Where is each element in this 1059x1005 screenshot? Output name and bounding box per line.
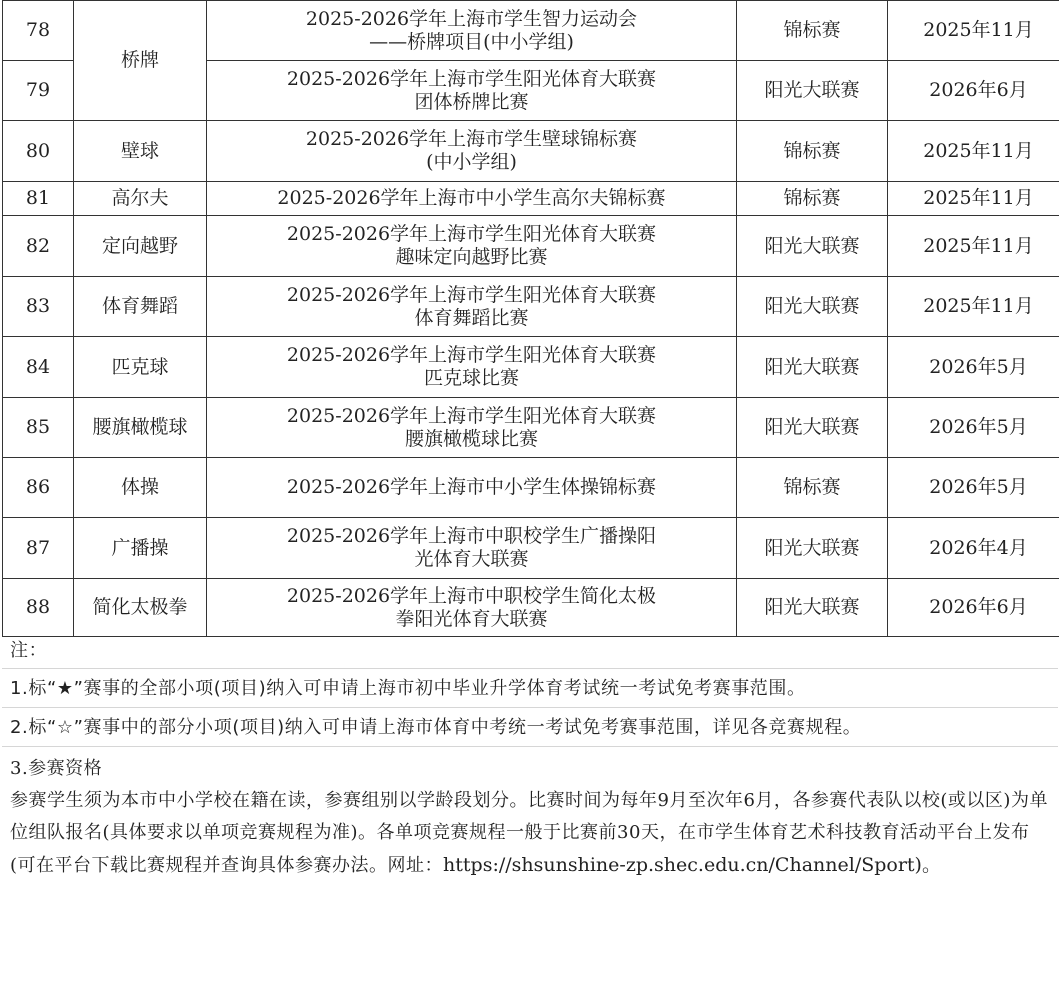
event-name [207,182,737,216]
table-row [3,337,1059,398]
event-type: 锦标赛 [737,121,888,182]
event-date: 2025年11月 [888,121,1059,182]
event-name [207,337,737,398]
event-name [207,458,737,518]
sport-name: 腰旗橄榄球 [74,398,207,458]
row-number: 88 [3,579,74,637]
events-table [2,0,1059,637]
event-name-line: 团体桥牌比赛 [414,90,529,113]
row-number: 85 [3,398,74,458]
sport-name: 匹克球 [74,337,207,398]
event-name-line: 2025-2026学年上海市学生阳光体育大联赛 [286,223,657,245]
table-row [3,458,1059,518]
event-name-line: 2025-2026学年上海市中职校学生简化太极 [286,584,657,607]
event-type: 阳光大联赛 [737,579,888,637]
row-number: 80 [3,121,74,182]
event-type: 阳光大联赛 [737,337,888,398]
event-name [207,1,737,61]
event-date: 2026年6月 [888,61,1059,121]
event-date: 2026年5月 [888,398,1059,458]
table-row [3,277,1059,337]
sport-name: 简化太极拳 [74,579,207,637]
row-number: 79 [3,61,74,121]
note-1: 1.标“★”赛事的全部小项(项目)纳入可申请上海市初中毕业升学体育考试统一考试免考赛事范围。 [2,669,1058,708]
table-row [3,518,1059,579]
event-date: 2025年11月 [888,216,1059,277]
event-name [207,579,737,637]
sport-name: 体育舞蹈 [74,277,207,337]
table-row [3,398,1059,458]
event-name-line: 2025-2026学年上海市学生壁球锦标赛 [305,128,638,150]
event-name-line: ——桥牌项目(中小学组) [369,30,574,53]
event-type: 锦标赛 [737,1,888,61]
event-name [207,518,737,579]
event-name-line: 2025-2026学年上海市学生阳光体育大联赛 [286,404,657,427]
sport-name: 体操 [74,458,207,518]
event-name-line: 拳阳光体育大联赛 [395,607,548,630]
note-3 [2,747,1058,882]
table-row [3,182,1059,216]
event-name-line: 2025-2026学年上海市中职校学生广播操阳 [286,525,657,547]
event-type: 阳光大联赛 [737,398,888,458]
event-name-line: 体育舞蹈比赛 [414,306,529,329]
sport-name: 广播操 [74,518,207,579]
event-name [207,61,737,121]
event-name [207,398,737,458]
row-number: 78 [3,1,74,61]
event-type: 阳光大联赛 [737,518,888,579]
event-name [207,216,737,277]
note-3-url[interactable]: https://shsunshine-zp.shec.edu.cn/Channel/Sport)。 [443,854,941,876]
event-date: 2026年6月 [888,579,1059,637]
table-row [3,121,1059,182]
note-2: 2.标“☆”赛事中的部分小项(项目)纳入可申请上海市体育中考统一考试免考赛事范围，详见各竞赛规程。 [2,708,1058,747]
table-row [3,1,1059,61]
notes-section [2,634,1058,882]
event-type: 锦标赛 [737,182,888,216]
note-3-body [10,785,1050,882]
event-name-line: 趣味定向越野比赛 [395,246,548,268]
row-number: 86 [3,458,74,518]
row-number: 82 [3,216,74,277]
sport-name: 定向越野 [74,216,207,277]
event-name-line: 匹克球比赛 [423,367,519,389]
table-row [3,216,1059,277]
event-date: 2026年5月 [888,458,1059,518]
event-date: 2026年5月 [888,337,1059,398]
event-date: 2026年4月 [888,518,1059,579]
sport-name: 桥牌 [74,1,207,121]
event-name-line: 2025-2026学年上海市学生阳光体育大联赛 [286,67,657,90]
row-number: 81 [3,182,74,216]
table-row [3,579,1059,637]
note-3-title: 3.参赛资格 [10,758,103,779]
event-date: 2025年11月 [888,182,1059,216]
event-name-line: 2025-2026学年上海市中小学生体操锦标赛 [286,476,657,498]
row-number: 84 [3,337,74,398]
event-name-line: 2025-2026学年上海市中小学生高尔夫锦标赛 [277,187,666,209]
event-name-line: 2025-2026学年上海市学生阳光体育大联赛 [286,344,657,366]
sport-name: 高尔夫 [74,182,207,216]
event-type: 阳光大联赛 [737,61,888,121]
event-name [207,277,737,337]
event-name [207,121,737,182]
event-type: 锦标赛 [737,458,888,518]
event-type: 阳光大联赛 [737,216,888,277]
row-number: 83 [3,277,74,337]
row-number: 87 [3,518,74,579]
event-date: 2025年11月 [888,1,1059,61]
event-type: 阳光大联赛 [737,277,888,337]
event-name-line: 2025-2026学年上海市学生智力运动会 [305,7,638,30]
notes-heading: 注： [2,634,1058,669]
event-name-line: 光体育大联赛 [414,548,529,570]
event-name-line: 腰旗橄榄球比赛 [404,427,538,450]
event-name-line: (中小学组) [426,151,517,173]
sport-name: 壁球 [74,121,207,182]
event-date: 2025年11月 [888,277,1059,337]
note-3-body-text: 参赛学生须为本市中小学校在籍在读，参赛组别以学龄段划分。比赛时间为每年9月至次年6月，各参赛代表队以校(或以区)为单位组队报名(具体要求以单项竞赛规程为准)。各单项竞赛规程一般于比赛前30天，在市学生体育艺术科技教育活动平台上发布(可在平台下载比赛规程并查询具体参赛办法。网址： [10,790,1048,876]
event-name-line: 2025-2026学年上海市学生阳光体育大联赛 [286,283,657,306]
